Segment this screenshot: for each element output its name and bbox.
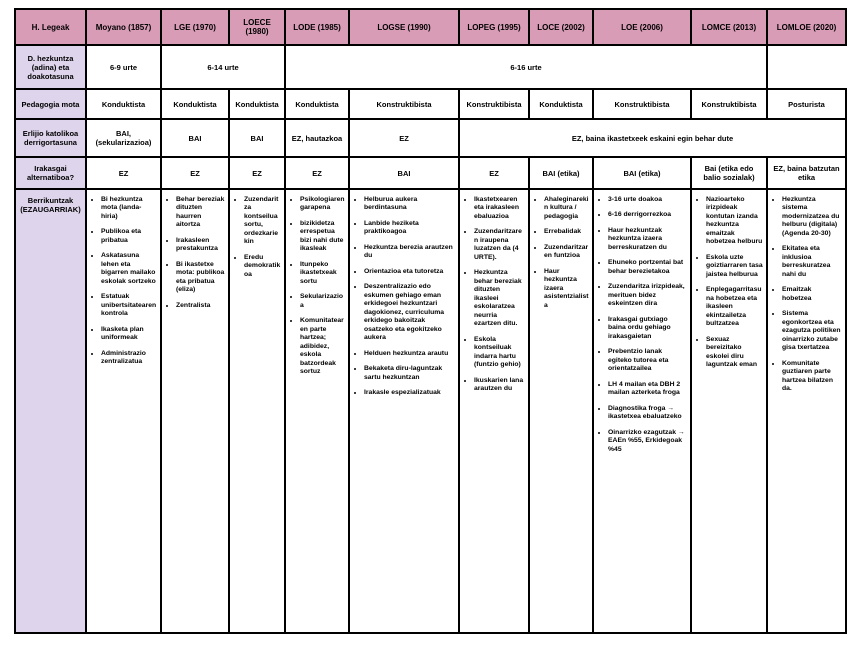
column-header-lode: LODE (1985) <box>285 9 349 45</box>
column-header-lomce: LOMCE (2013) <box>691 9 767 45</box>
innovation-list <box>165 196 225 310</box>
pedagogy-cell: Konstruktibista <box>691 89 767 119</box>
ages-moyano: 6-9 urte <box>86 45 161 89</box>
alternative-cell: EZ, baina batzutan etika <box>767 157 846 189</box>
bullet-item: • Irakasgai gutxiago baina ordu gehiago irakasgaietan <box>608 316 687 341</box>
bullet-item: • Eskola kontseiluak indarra hartu (funtzio gehio) <box>474 336 525 370</box>
innovations-cell-loce <box>529 189 593 633</box>
alternative-cell: EZ <box>86 157 161 189</box>
bullet-item: • Bekaketa diru-laguntzak sartu hezkuntzan <box>364 365 455 382</box>
innovations-cell-loece <box>229 189 285 633</box>
innovations-cell-loe <box>593 189 691 633</box>
row-pedagogy <box>15 89 846 119</box>
column-header-loe: LOE (2006) <box>593 9 691 45</box>
innovations-cell-moyano <box>86 189 161 633</box>
innovation-list <box>353 196 455 398</box>
innovation-list <box>771 196 842 394</box>
innovation-list <box>289 196 345 377</box>
bullet-item: • Ekitatea eta inklusioa berreskuratzea nahi du <box>782 245 842 279</box>
row-religion <box>15 119 846 157</box>
bullet-item: • Estatuak unibertsitatearen kontrola <box>101 293 157 318</box>
bullet-item: • Zuzendaritza irizpideak, merituen bidez eskeintzen dira <box>608 283 687 308</box>
alternative-cell: BAI (etika) <box>593 157 691 189</box>
laws-comparison-table <box>14 8 847 634</box>
bullet-item: • Publikoa eta pribatua <box>101 228 157 245</box>
innovations-cell-lopeg <box>459 189 529 633</box>
ages-lode-lomloe: 6-16 urte <box>285 45 767 89</box>
row-alternative <box>15 157 846 189</box>
innovation-list <box>597 196 687 454</box>
bullet-item: • Sekularizazioa <box>300 293 345 310</box>
bullet-item: • Emaitzak hobetzea <box>782 286 842 303</box>
bullet-item: • Askatasuna lehen eta bigarren mailako eskolak sortzeko <box>101 252 157 286</box>
bullet-item: • Helduen hezkuntza arautu <box>364 350 455 358</box>
alternative-cell: Bai (etika edo balio sozialak) <box>691 157 767 189</box>
alternative-cell: EZ <box>229 157 285 189</box>
row-label-alternative: Irakasgai alternatiboa? <box>15 157 86 189</box>
innovation-list <box>463 196 525 394</box>
bullet-item: • Ikastetxearen eta irakasleen ebaluazioa <box>474 196 525 221</box>
bullet-item: • bizikidetza errespetua bizi nahi dute ikasleak <box>300 220 345 254</box>
bullet-item: • Bi hezkuntza mota (landa-hiria) <box>101 196 157 221</box>
bullet-item: • Lanbide heziketa praktikoagoa <box>364 220 455 237</box>
bullet-item: • Ehuneko portzentai bat behar berezietakoa <box>608 259 687 276</box>
row-ages <box>15 45 846 89</box>
pedagogy-cell: Konduktista <box>285 89 349 119</box>
bullet-item: • Ahaleginarekin kultura / pedagogia <box>544 196 589 221</box>
bullet-item: • Irakasleen prestakuntza <box>176 237 225 254</box>
bullet-item: • Psikologiaren garapena <box>300 196 345 213</box>
pedagogy-cell: Posturista <box>767 89 846 119</box>
bullet-item: • Komunitate guztiaren parte hartzea bilatzen da. <box>782 360 842 394</box>
bullet-item: • Eredu demokratikoa <box>244 254 281 279</box>
bullet-item: • Hezkuntza sistema modernizatzea du helburu (digitala) (Agenda 20-30) <box>782 196 842 238</box>
bullet-item: • 6-16 derrigorrezkoa <box>608 211 687 219</box>
innovation-list <box>233 196 281 279</box>
bullet-item: • Ikuskarien lana arautzen du <box>474 377 525 394</box>
bullet-item: • Deszentralizazio edo eskumen gehiago eman erkidegoei hezkuntzari dagokionez, curriculuma erkidego bakoitzak osatzeko eta egokitzeko aukera <box>364 283 455 342</box>
pedagogy-cell: Konduktista <box>161 89 229 119</box>
alternative-cell: EZ <box>459 157 529 189</box>
religion-merged-cell: EZ, baina ikastetxeek eskaini egin behar dute <box>459 119 846 157</box>
pedagogy-cell: Konduktista <box>86 89 161 119</box>
bullet-item: • Zuzendaritzaren funtzioa <box>544 244 589 261</box>
alternative-cell: EZ <box>285 157 349 189</box>
column-header-loece: LOECE (1980) <box>229 9 285 45</box>
religion-cell: BAI <box>161 119 229 157</box>
header-row <box>15 9 846 45</box>
row-label-religion: Erlijio katolikoa derrigortasuna <box>15 119 86 157</box>
bullet-item: • Zentralista <box>176 302 225 310</box>
column-header-logse: LOGSE (1990) <box>349 9 459 45</box>
column-header-loce: LOCE (2002) <box>529 9 593 45</box>
religion-cell: BAI <box>229 119 285 157</box>
bullet-item: • Enplegagarritasuna hobetzea eta ikasleen ekintzailetza bultzatzea <box>706 286 763 328</box>
bullet-item: • Zuzendaritza kontseilua sortu, ordezkariekin <box>244 196 281 247</box>
alternative-cell: BAI <box>349 157 459 189</box>
pedagogy-cell: Konstruktibista <box>459 89 529 119</box>
bullet-item: • 3-16 urte doakoa <box>608 196 687 204</box>
bullet-item: • Hezkuntza behar bereziak dituzten ikasleei eskolaratzea neurria ezartzen ditu. <box>474 269 525 328</box>
pedagogy-cell: Konduktista <box>529 89 593 119</box>
bullet-item: • Behar bereziak dituzten haurren aitortza <box>176 196 225 230</box>
innovation-list <box>533 196 589 310</box>
row-label-pedagogy: Pedagogia mota <box>15 89 86 119</box>
bullet-item: • Administrazio zentralizatua <box>101 350 157 367</box>
bullet-item: • Bi ikastetxe mota: publikoa eta pribatua (eliza) <box>176 261 225 295</box>
bullet-item: • Komunitatearen parte hartzea; adibidez, eskola batzordeak sortuz <box>300 317 345 376</box>
bullet-item: • Zuzendaritzaren iraupena luzatzen da (4 URTE). <box>474 228 525 262</box>
innovations-cell-lomloe <box>767 189 846 633</box>
ages-lge-loece: 6-14 urte <box>161 45 285 89</box>
column-header-moyano: Moyano (1857) <box>86 9 161 45</box>
bullet-item: • Helburua aukera berdintasuna <box>364 196 455 213</box>
bullet-item: • Diagnostika froga → ikastetxea ebaluatzeko <box>608 405 687 422</box>
column-header-lge: LGE (1970) <box>161 9 229 45</box>
bullet-item: • Itunpeko ikastetxeak sortu <box>300 261 345 286</box>
bullet-item: • Errebalidak <box>544 228 589 236</box>
religion-cell: EZ <box>349 119 459 157</box>
bullet-item: • Irakasle espezializatuak <box>364 389 455 397</box>
bullet-item: • Haur hezkuntzak hezkuntza izaera berreskuratzen du <box>608 227 687 252</box>
innovations-cell-lge <box>161 189 229 633</box>
bullet-item: • Prebentzio lanak egiteko tutorea eta orientatzailea <box>608 348 687 373</box>
column-header-lopeg: LOPEG (1995) <box>459 9 529 45</box>
innovation-list <box>90 196 157 367</box>
innovations-cell-lomce <box>691 189 767 633</box>
bullet-item: • Sistema egonkortzea eta ezagutza politiken oinarrizko zutabe gisa txertatzea <box>782 310 842 352</box>
religion-cell: BAI, (sekularizazioa) <box>86 119 161 157</box>
row-innovations <box>15 189 846 633</box>
bullet-item: • Nazioarteko irizpideak kontutan izanda hezkuntza emaitzak hobetzea helburu <box>706 196 763 247</box>
alternative-cell: BAI (etika) <box>529 157 593 189</box>
pedagogy-cell: Konstruktibista <box>593 89 691 119</box>
innovation-list <box>695 196 763 370</box>
bullet-item: • Sexuaz bereizitako eskolei diru laguntzak eman <box>706 336 763 370</box>
row-label-ages: D. hezkuntza (adina) eta doakotasuna <box>15 45 86 89</box>
bullet-item: • Orientazioa eta tutoretza <box>364 268 455 276</box>
innovations-cell-logse <box>349 189 459 633</box>
bullet-item: • Hezkuntza berezia arautzen du <box>364 244 455 261</box>
bullet-item: • Oinarrizko ezagutzak → EAEn %55, Erkidegoak %45 <box>608 429 687 454</box>
corner-header: H. Legeak <box>15 9 86 45</box>
innovations-cell-lode <box>285 189 349 633</box>
bullet-item: • Eskola uzte goiztiarraren tasa jaistea helburua <box>706 254 763 279</box>
pedagogy-cell: Konstruktibista <box>349 89 459 119</box>
bullet-item: • Ikasketa plan uniformeak <box>101 326 157 343</box>
bullet-item: • LH 4 mailan eta DBH 2 mailan azterketa froga <box>608 381 687 398</box>
religion-cell: EZ, hautazkoa <box>285 119 349 157</box>
column-header-lomloe: LOMLOE (2020) <box>767 9 846 45</box>
alternative-cell: EZ <box>161 157 229 189</box>
row-label-innovations: Berrikuntzak (EZAUGARRIAK) <box>15 189 86 633</box>
pedagogy-cell: Konduktista <box>229 89 285 119</box>
bullet-item: • Haur hezkuntza izaera asistentzialista <box>544 268 589 310</box>
